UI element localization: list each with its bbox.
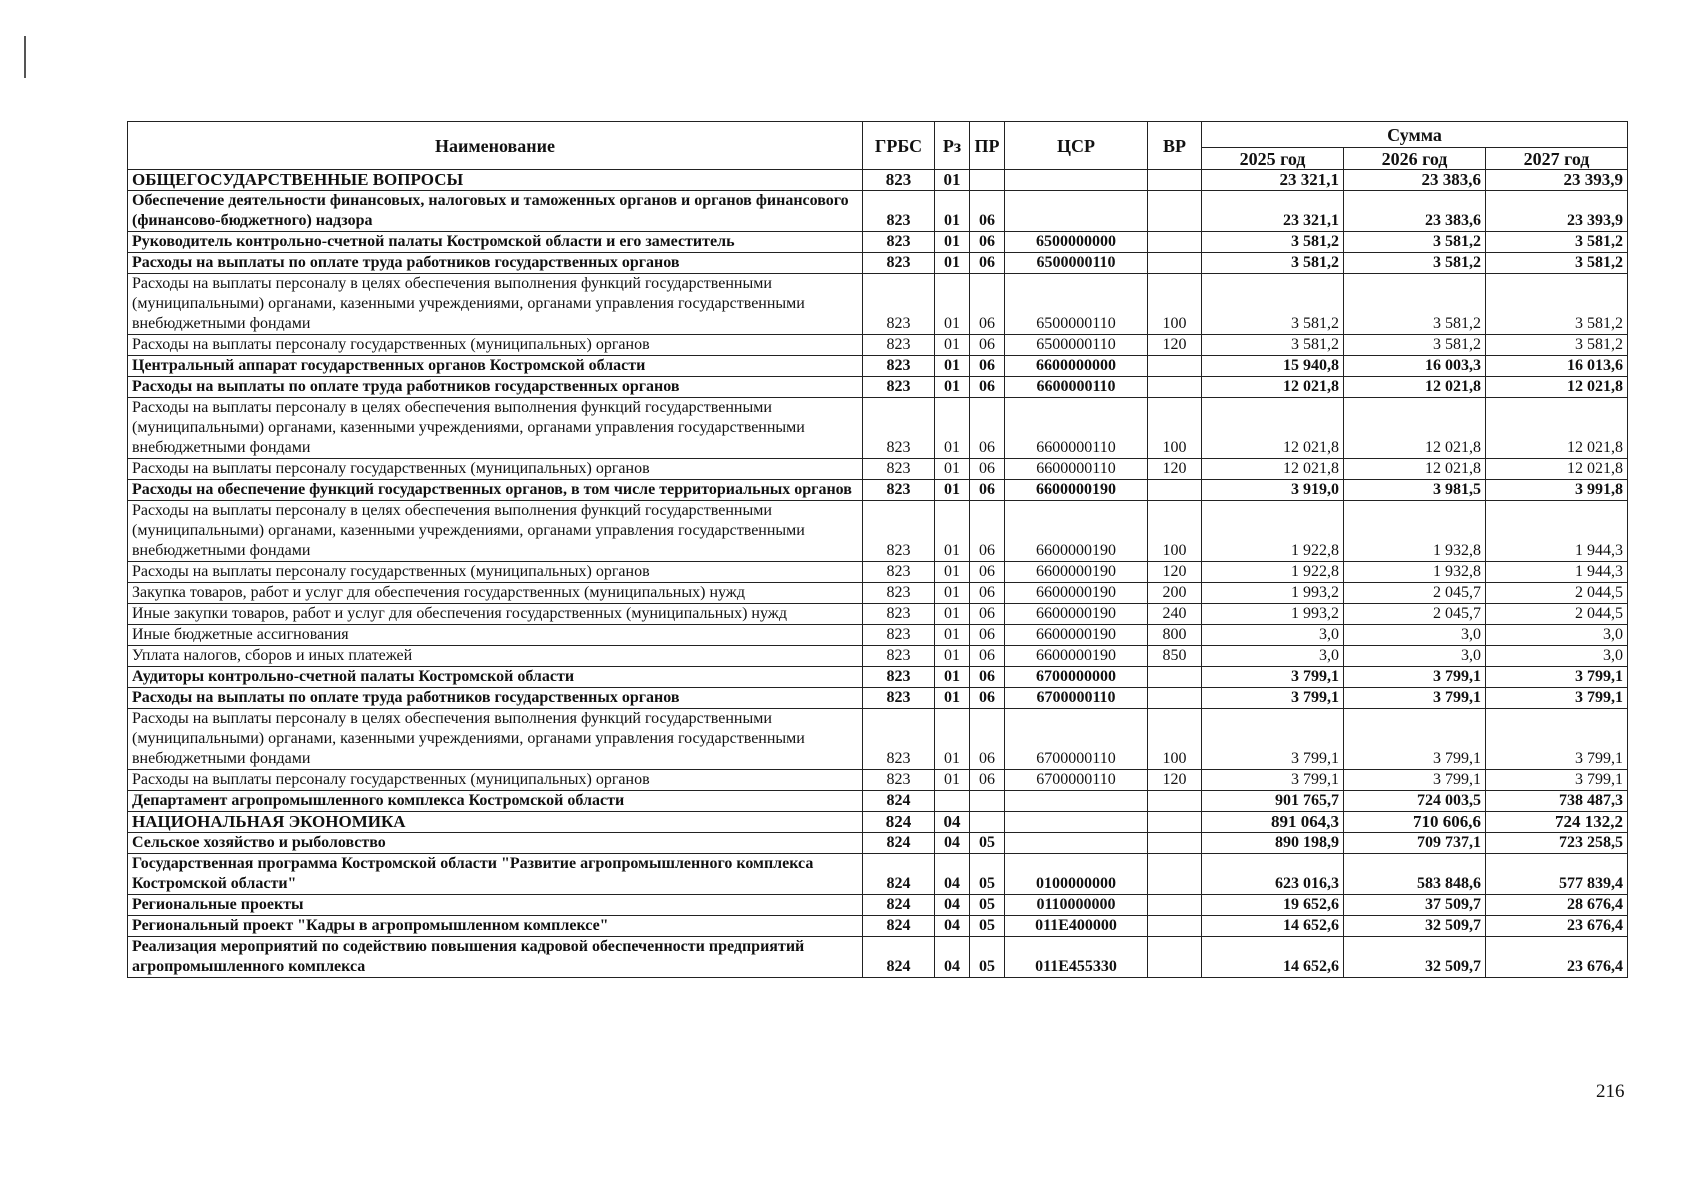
row-vr: 850 <box>1148 646 1202 667</box>
row-sum-2025: 3 581,2 <box>1202 232 1344 253</box>
table-row <box>128 667 1628 688</box>
row-pr <box>970 170 1005 191</box>
row-sum-2026: 3 799,1 <box>1344 688 1486 709</box>
row-csr <box>1005 833 1148 854</box>
row-csr: 6600000110 <box>1005 377 1148 398</box>
row-sum-2026: 3 799,1 <box>1344 667 1486 688</box>
row-sum-2025: 3 581,2 <box>1202 253 1344 274</box>
row-name: Расходы на выплаты персоналу государственных (муниципальных) органов <box>128 335 863 356</box>
header-vr: ВР <box>1148 122 1202 170</box>
row-csr: 6600000190 <box>1005 562 1148 583</box>
row-grbs: 824 <box>863 937 935 978</box>
table-row <box>128 170 1628 191</box>
header-csr: ЦСР <box>1005 122 1148 170</box>
row-pr: 06 <box>970 562 1005 583</box>
row-sum-2025: 3 799,1 <box>1202 709 1344 770</box>
row-grbs: 823 <box>863 501 935 562</box>
row-rz: 01 <box>935 709 970 770</box>
row-pr: 06 <box>970 459 1005 480</box>
header-pr: ПР <box>970 122 1005 170</box>
row-pr: 06 <box>970 709 1005 770</box>
row-grbs: 824 <box>863 916 935 937</box>
table-row <box>128 854 1628 895</box>
row-rz: 04 <box>935 937 970 978</box>
row-sum-2026: 1 932,8 <box>1344 501 1486 562</box>
row-sum-2027: 3 799,1 <box>1486 688 1628 709</box>
row-sum-2027: 23 393,9 <box>1486 191 1628 232</box>
row-grbs: 824 <box>863 895 935 916</box>
row-grbs: 823 <box>863 253 935 274</box>
row-rz: 01 <box>935 688 970 709</box>
row-pr: 06 <box>970 232 1005 253</box>
row-vr <box>1148 791 1202 812</box>
row-sum-2025: 1 922,8 <box>1202 562 1344 583</box>
row-grbs: 823 <box>863 625 935 646</box>
budget-table-container <box>127 121 1627 978</box>
header-sum: Сумма <box>1202 122 1628 148</box>
row-sum-2027: 3 799,1 <box>1486 667 1628 688</box>
row-grbs: 823 <box>863 459 935 480</box>
row-sum-2027: 3 581,2 <box>1486 253 1628 274</box>
row-pr: 06 <box>970 356 1005 377</box>
row-vr: 800 <box>1148 625 1202 646</box>
row-grbs: 823 <box>863 770 935 791</box>
row-sum-2027: 738 487,3 <box>1486 791 1628 812</box>
row-rz: 04 <box>935 895 970 916</box>
row-sum-2025: 901 765,7 <box>1202 791 1344 812</box>
row-rz: 01 <box>935 562 970 583</box>
row-sum-2026: 16 003,3 <box>1344 356 1486 377</box>
row-rz: 01 <box>935 191 970 232</box>
row-name: Расходы на выплаты персоналу в целях обеспечения выполнения функций государственными (муниципальными) органами, казенными учреждениями, органами управления государственными внебюджетными фондами <box>128 398 863 459</box>
row-rz: 01 <box>935 667 970 688</box>
row-sum-2027: 23 676,4 <box>1486 937 1628 978</box>
row-rz: 04 <box>935 833 970 854</box>
row-csr: 011E455330 <box>1005 937 1148 978</box>
row-vr: 100 <box>1148 398 1202 459</box>
table-row <box>128 937 1628 978</box>
row-vr <box>1148 854 1202 895</box>
table-body <box>128 170 1628 978</box>
row-vr: 120 <box>1148 770 1202 791</box>
row-sum-2025: 19 652,6 <box>1202 895 1344 916</box>
row-rz: 01 <box>935 377 970 398</box>
table-row <box>128 274 1628 335</box>
row-pr: 06 <box>970 501 1005 562</box>
row-grbs: 823 <box>863 356 935 377</box>
header-year-2025: 2025 год <box>1202 148 1344 170</box>
row-name: Реализация мероприятий по содействию повышения кадровой обеспеченности предприятий агропромышленного комплекса <box>128 937 863 978</box>
row-grbs: 823 <box>863 274 935 335</box>
row-grbs: 823 <box>863 709 935 770</box>
row-pr: 06 <box>970 480 1005 501</box>
row-grbs: 823 <box>863 646 935 667</box>
row-sum-2027: 1 944,3 <box>1486 501 1628 562</box>
row-pr <box>970 812 1005 833</box>
row-sum-2026: 2 045,7 <box>1344 583 1486 604</box>
table-row <box>128 459 1628 480</box>
row-name: Закупка товаров, работ и услуг для обеспечения государственных (муниципальных) нужд <box>128 583 863 604</box>
row-grbs: 823 <box>863 398 935 459</box>
table-row <box>128 335 1628 356</box>
row-csr <box>1005 812 1148 833</box>
row-vr: 120 <box>1148 459 1202 480</box>
row-sum-2027: 3 799,1 <box>1486 709 1628 770</box>
row-sum-2027: 3,0 <box>1486 646 1628 667</box>
row-pr <box>970 791 1005 812</box>
row-sum-2027: 723 258,5 <box>1486 833 1628 854</box>
row-name: Расходы на выплаты по оплате труда работников государственных органов <box>128 688 863 709</box>
row-csr: 6500000110 <box>1005 274 1148 335</box>
row-sum-2027: 16 013,6 <box>1486 356 1628 377</box>
row-rz: 01 <box>935 232 970 253</box>
row-sum-2027: 23 393,9 <box>1486 170 1628 191</box>
table-row <box>128 833 1628 854</box>
row-csr <box>1005 191 1148 232</box>
row-name: НАЦИОНАЛЬНАЯ ЭКОНОМИКА <box>128 812 863 833</box>
page-number: 216 <box>1596 1081 1625 1102</box>
row-rz: 01 <box>935 274 970 335</box>
row-csr: 6600000110 <box>1005 398 1148 459</box>
row-pr: 06 <box>970 253 1005 274</box>
row-sum-2027: 12 021,8 <box>1486 398 1628 459</box>
row-sum-2025: 3 799,1 <box>1202 770 1344 791</box>
row-csr: 011E400000 <box>1005 916 1148 937</box>
row-vr <box>1148 916 1202 937</box>
row-name: Расходы на выплаты персоналу государственных (муниципальных) органов <box>128 562 863 583</box>
row-grbs: 823 <box>863 688 935 709</box>
row-sum-2025: 891 064,3 <box>1202 812 1344 833</box>
row-sum-2026: 23 383,6 <box>1344 191 1486 232</box>
row-vr: 100 <box>1148 501 1202 562</box>
table-row <box>128 232 1628 253</box>
row-sum-2025: 15 940,8 <box>1202 356 1344 377</box>
row-vr <box>1148 170 1202 191</box>
row-name: Уплата налогов, сборов и иных платежей <box>128 646 863 667</box>
row-rz: 01 <box>935 770 970 791</box>
row-vr: 200 <box>1148 583 1202 604</box>
row-name: Государственная программа Костромской области "Развитие агропромышленного комплекса Костромской области" <box>128 854 863 895</box>
table-row <box>128 583 1628 604</box>
row-sum-2027: 3 581,2 <box>1486 335 1628 356</box>
row-vr <box>1148 191 1202 232</box>
row-vr <box>1148 895 1202 916</box>
row-sum-2027: 2 044,5 <box>1486 604 1628 625</box>
row-sum-2026: 12 021,8 <box>1344 398 1486 459</box>
row-rz: 01 <box>935 356 970 377</box>
row-vr: 240 <box>1148 604 1202 625</box>
header-year-2026: 2026 год <box>1344 148 1486 170</box>
row-grbs: 823 <box>863 191 935 232</box>
row-sum-2027: 577 839,4 <box>1486 854 1628 895</box>
row-csr: 6500000110 <box>1005 253 1148 274</box>
row-csr: 6700000110 <box>1005 688 1148 709</box>
row-name: Расходы на выплаты персоналу в целях обеспечения выполнения функций государственными (муниципальными) органами, казенными учреждениями, органами управления государственными внебюджетными фондами <box>128 274 863 335</box>
row-csr: 0100000000 <box>1005 854 1148 895</box>
row-pr: 05 <box>970 895 1005 916</box>
row-sum-2026: 583 848,6 <box>1344 854 1486 895</box>
row-sum-2025: 623 016,3 <box>1202 854 1344 895</box>
row-pr: 06 <box>970 688 1005 709</box>
row-csr <box>1005 170 1148 191</box>
row-rz: 01 <box>935 398 970 459</box>
row-sum-2026: 32 509,7 <box>1344 937 1486 978</box>
row-sum-2026: 3 581,2 <box>1344 335 1486 356</box>
row-grbs: 823 <box>863 667 935 688</box>
row-name: Расходы на выплаты персоналу в целях обеспечения выполнения функций государственными (муниципальными) органами, казенными учреждениями, органами управления государственными внебюджетными фондами <box>128 501 863 562</box>
row-sum-2026: 3 581,2 <box>1344 232 1486 253</box>
table-row <box>128 625 1628 646</box>
row-sum-2027: 12 021,8 <box>1486 377 1628 398</box>
table-row <box>128 398 1628 459</box>
row-grbs: 823 <box>863 170 935 191</box>
row-sum-2025: 3,0 <box>1202 646 1344 667</box>
row-sum-2025: 12 021,8 <box>1202 459 1344 480</box>
row-sum-2026: 3 799,1 <box>1344 770 1486 791</box>
row-sum-2027: 3 799,1 <box>1486 770 1628 791</box>
row-csr: 6600000190 <box>1005 604 1148 625</box>
row-grbs: 824 <box>863 833 935 854</box>
row-name: Иные бюджетные ассигнования <box>128 625 863 646</box>
row-name: Сельское хозяйство и рыболовство <box>128 833 863 854</box>
row-pr: 06 <box>970 335 1005 356</box>
row-sum-2025: 14 652,6 <box>1202 916 1344 937</box>
row-rz: 01 <box>935 646 970 667</box>
table-row <box>128 791 1628 812</box>
row-sum-2026: 37 509,7 <box>1344 895 1486 916</box>
row-sum-2025: 3 799,1 <box>1202 688 1344 709</box>
row-sum-2026: 2 045,7 <box>1344 604 1486 625</box>
table-row <box>128 377 1628 398</box>
row-pr: 05 <box>970 937 1005 978</box>
row-rz: 04 <box>935 812 970 833</box>
row-pr: 05 <box>970 833 1005 854</box>
row-name: Иные закупки товаров, работ и услуг для обеспечения государственных (муниципальных) нужд <box>128 604 863 625</box>
row-rz: 01 <box>935 604 970 625</box>
table-row <box>128 501 1628 562</box>
row-rz: 01 <box>935 459 970 480</box>
row-sum-2026: 710 606,6 <box>1344 812 1486 833</box>
row-csr: 6600000000 <box>1005 356 1148 377</box>
row-sum-2025: 23 321,1 <box>1202 170 1344 191</box>
row-csr: 6600000190 <box>1005 646 1148 667</box>
row-vr: 100 <box>1148 274 1202 335</box>
row-sum-2025: 3 799,1 <box>1202 667 1344 688</box>
row-pr: 06 <box>970 398 1005 459</box>
header-grbs: ГРБС <box>863 122 935 170</box>
row-sum-2026: 12 021,8 <box>1344 377 1486 398</box>
row-pr: 05 <box>970 854 1005 895</box>
row-vr: 120 <box>1148 335 1202 356</box>
row-grbs: 824 <box>863 854 935 895</box>
row-name: Расходы на выплаты по оплате труда работников государственных органов <box>128 377 863 398</box>
row-grbs: 823 <box>863 232 935 253</box>
row-sum-2025: 890 198,9 <box>1202 833 1344 854</box>
row-name: Расходы на обеспечение функций государственных органов, в том числе территориальных органов <box>128 480 863 501</box>
row-csr: 6600000190 <box>1005 501 1148 562</box>
row-vr <box>1148 937 1202 978</box>
table-row <box>128 480 1628 501</box>
row-pr: 06 <box>970 604 1005 625</box>
row-sum-2025: 3,0 <box>1202 625 1344 646</box>
row-csr: 6700000000 <box>1005 667 1148 688</box>
row-sum-2025: 12 021,8 <box>1202 377 1344 398</box>
row-sum-2026: 32 509,7 <box>1344 916 1486 937</box>
table-row <box>128 562 1628 583</box>
row-vr: 120 <box>1148 562 1202 583</box>
table-row <box>128 253 1628 274</box>
row-pr: 06 <box>970 667 1005 688</box>
row-sum-2025: 1 922,8 <box>1202 501 1344 562</box>
row-csr: 6700000110 <box>1005 709 1148 770</box>
row-sum-2026: 12 021,8 <box>1344 459 1486 480</box>
row-sum-2026: 724 003,5 <box>1344 791 1486 812</box>
table-row <box>128 356 1628 377</box>
header-name: Наименование <box>128 122 863 170</box>
row-vr <box>1148 253 1202 274</box>
row-vr <box>1148 667 1202 688</box>
row-sum-2025: 1 993,2 <box>1202 583 1344 604</box>
row-sum-2027: 2 044,5 <box>1486 583 1628 604</box>
row-grbs: 823 <box>863 604 935 625</box>
row-csr: 6600000190 <box>1005 583 1148 604</box>
row-grbs: 823 <box>863 480 935 501</box>
row-sum-2026: 3 799,1 <box>1344 709 1486 770</box>
row-pr: 06 <box>970 625 1005 646</box>
table-row <box>128 895 1628 916</box>
row-pr: 06 <box>970 770 1005 791</box>
row-vr <box>1148 480 1202 501</box>
margin-mark <box>24 36 26 78</box>
row-rz: 01 <box>935 480 970 501</box>
row-name: Расходы на выплаты персоналу государственных (муниципальных) органов <box>128 770 863 791</box>
row-rz: 04 <box>935 854 970 895</box>
row-vr <box>1148 688 1202 709</box>
row-grbs: 824 <box>863 791 935 812</box>
row-sum-2027: 28 676,4 <box>1486 895 1628 916</box>
table-row <box>128 916 1628 937</box>
budget-table <box>127 121 1628 978</box>
row-grbs: 823 <box>863 335 935 356</box>
row-pr: 06 <box>970 274 1005 335</box>
row-sum-2027: 3 581,2 <box>1486 232 1628 253</box>
row-pr: 05 <box>970 916 1005 937</box>
row-rz: 01 <box>935 335 970 356</box>
row-grbs: 823 <box>863 583 935 604</box>
row-name: Региональные проекты <box>128 895 863 916</box>
row-sum-2025: 3 581,2 <box>1202 335 1344 356</box>
row-pr: 06 <box>970 583 1005 604</box>
row-name: Расходы на выплаты по оплате труда работников государственных органов <box>128 253 863 274</box>
table-row <box>128 604 1628 625</box>
row-name: ОБЩЕГОСУДАРСТВЕННЫЕ ВОПРОСЫ <box>128 170 863 191</box>
row-csr: 6600000110 <box>1005 459 1148 480</box>
row-sum-2027: 1 944,3 <box>1486 562 1628 583</box>
row-sum-2025: 12 021,8 <box>1202 398 1344 459</box>
row-grbs: 824 <box>863 812 935 833</box>
row-csr: 6500000000 <box>1005 232 1148 253</box>
row-vr <box>1148 833 1202 854</box>
row-rz: 01 <box>935 625 970 646</box>
header-year-2027: 2027 год <box>1486 148 1628 170</box>
row-sum-2026: 1 932,8 <box>1344 562 1486 583</box>
row-sum-2027: 3,0 <box>1486 625 1628 646</box>
row-pr: 06 <box>970 646 1005 667</box>
row-sum-2026: 3,0 <box>1344 625 1486 646</box>
table-row <box>128 770 1628 791</box>
row-name: Аудиторы контрольно-счетной палаты Костромской области <box>128 667 863 688</box>
row-sum-2027: 724 132,2 <box>1486 812 1628 833</box>
row-sum-2027: 12 021,8 <box>1486 459 1628 480</box>
row-pr: 06 <box>970 191 1005 232</box>
row-sum-2026: 23 383,6 <box>1344 170 1486 191</box>
row-rz: 01 <box>935 583 970 604</box>
table-row <box>128 688 1628 709</box>
row-sum-2025: 23 321,1 <box>1202 191 1344 232</box>
row-sum-2026: 3 981,5 <box>1344 480 1486 501</box>
row-name: Руководитель контрольно-счетной палаты Костромской области и его заместитель <box>128 232 863 253</box>
table-row <box>128 191 1628 232</box>
row-pr: 06 <box>970 377 1005 398</box>
row-vr <box>1148 812 1202 833</box>
row-sum-2025: 14 652,6 <box>1202 937 1344 978</box>
row-sum-2025: 1 993,2 <box>1202 604 1344 625</box>
row-sum-2027: 23 676,4 <box>1486 916 1628 937</box>
row-csr: 0110000000 <box>1005 895 1148 916</box>
row-sum-2026: 3,0 <box>1344 646 1486 667</box>
row-sum-2027: 3 581,2 <box>1486 274 1628 335</box>
row-name: Центральный аппарат государственных органов Костромской области <box>128 356 863 377</box>
row-vr <box>1148 356 1202 377</box>
row-rz: 01 <box>935 501 970 562</box>
row-rz <box>935 791 970 812</box>
table-row <box>128 812 1628 833</box>
row-vr <box>1148 377 1202 398</box>
row-grbs: 823 <box>863 562 935 583</box>
row-csr: 6700000110 <box>1005 770 1148 791</box>
row-csr <box>1005 791 1148 812</box>
row-name: Расходы на выплаты персоналу государственных (муниципальных) органов <box>128 459 863 480</box>
row-rz: 01 <box>935 253 970 274</box>
row-grbs: 823 <box>863 377 935 398</box>
row-name: Региональный проект "Кадры в агропромышленном комплексе" <box>128 916 863 937</box>
row-name: Обеспечение деятельности финансовых, налоговых и таможенных органов и органов финансового (финансово-бюджетного) надзора <box>128 191 863 232</box>
row-name: Департамент агропромышленного комплекса Костромской области <box>128 791 863 812</box>
row-sum-2025: 3 581,2 <box>1202 274 1344 335</box>
row-csr: 6600000190 <box>1005 625 1148 646</box>
row-sum-2025: 3 919,0 <box>1202 480 1344 501</box>
row-csr: 6600000190 <box>1005 480 1148 501</box>
row-name: Расходы на выплаты персоналу в целях обеспечения выполнения функций государственными (муниципальными) органами, казенными учреждениями, органами управления государственными внебюджетными фондами <box>128 709 863 770</box>
row-rz: 01 <box>935 170 970 191</box>
row-sum-2027: 3 991,8 <box>1486 480 1628 501</box>
row-vr <box>1148 232 1202 253</box>
row-sum-2026: 3 581,2 <box>1344 253 1486 274</box>
row-rz: 04 <box>935 916 970 937</box>
row-csr: 6500000110 <box>1005 335 1148 356</box>
row-sum-2026: 709 737,1 <box>1344 833 1486 854</box>
row-vr: 100 <box>1148 709 1202 770</box>
table-row <box>128 709 1628 770</box>
row-sum-2026: 3 581,2 <box>1344 274 1486 335</box>
table-row <box>128 646 1628 667</box>
header-rz: Рз <box>935 122 970 170</box>
